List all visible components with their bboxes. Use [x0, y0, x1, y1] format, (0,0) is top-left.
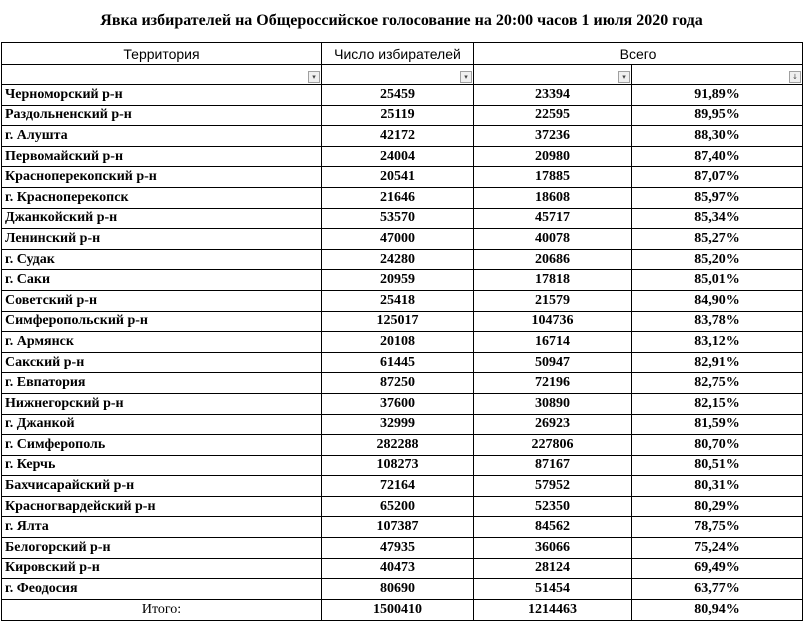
voted-cell: 17885: [474, 167, 632, 188]
voters-cell: 47000: [322, 229, 474, 250]
percent-cell: 91,89%: [632, 85, 803, 106]
percent-cell: 89,95%: [632, 105, 803, 126]
table-row: [2, 85, 803, 106]
percent-cell: 85,01%: [632, 270, 803, 291]
territory-cell: Красноперекопский р-н: [2, 167, 322, 188]
voted-cell: 28124: [474, 558, 632, 579]
percent-cell: 85,27%: [632, 229, 803, 250]
percent-cell: 69,49%: [632, 558, 803, 579]
table-row: [2, 249, 803, 270]
territory-cell: Нижнегорский р-н: [2, 393, 322, 414]
table-row: [2, 476, 803, 497]
voted-cell: 84562: [474, 517, 632, 538]
total-percent: 80,94%: [632, 599, 803, 620]
voted-cell: 50947: [474, 352, 632, 373]
voted-cell: 87167: [474, 455, 632, 476]
territory-cell: Первомайский р-н: [2, 146, 322, 167]
voters-cell: 24004: [322, 146, 474, 167]
territory-cell: Кировский р-н: [2, 558, 322, 579]
percent-cell: 80,51%: [632, 455, 803, 476]
total-row: [2, 599, 803, 620]
territory-cell: г. Красноперекопск: [2, 187, 322, 208]
territory-cell: Раздольненский р-н: [2, 105, 322, 126]
table-row: [2, 105, 803, 126]
table-row: [2, 229, 803, 250]
table-row: [2, 311, 803, 332]
territory-cell: г. Феодосия: [2, 579, 322, 600]
territory-cell: г. Симферополь: [2, 435, 322, 456]
table-row: [2, 496, 803, 517]
voted-cell: 40078: [474, 229, 632, 250]
voted-cell: 52350: [474, 496, 632, 517]
total-label: Итого:: [2, 599, 322, 620]
territory-cell: Советский р-н: [2, 290, 322, 311]
table-row: [2, 517, 803, 538]
voted-cell: 57952: [474, 476, 632, 497]
territory-cell: Сакский р-н: [2, 352, 322, 373]
territory-cell: г. Армянск: [2, 332, 322, 353]
percent-cell: 82,75%: [632, 373, 803, 394]
voters-cell: 25418: [322, 290, 474, 311]
filter-dropdown-icon[interactable]: ▾: [460, 71, 472, 83]
voters-cell: 107387: [322, 517, 474, 538]
filter-row: [2, 65, 803, 85]
voters-cell: 20541: [322, 167, 474, 188]
voted-cell: 37236: [474, 126, 632, 147]
territory-cell: г. Алушта: [2, 126, 322, 147]
voters-cell: 20959: [322, 270, 474, 291]
voters-cell: 42172: [322, 126, 474, 147]
voters-cell: 80690: [322, 579, 474, 600]
table-row: [2, 187, 803, 208]
voted-cell: 18608: [474, 187, 632, 208]
percent-cell: 80,70%: [632, 435, 803, 456]
table-row: [2, 167, 803, 188]
voted-cell: 104736: [474, 311, 632, 332]
filter-cell-voters: [322, 65, 474, 85]
filter-cell-voted: [474, 65, 632, 85]
territory-cell: Бахчисарайский р-н: [2, 476, 322, 497]
percent-cell: 78,75%: [632, 517, 803, 538]
territory-cell: г. Джанкой: [2, 414, 322, 435]
filter-dropdown-icon[interactable]: ▾: [308, 71, 320, 83]
voters-cell: 108273: [322, 455, 474, 476]
territory-cell: Джанкойский р-н: [2, 208, 322, 229]
territory-cell: г. Судак: [2, 249, 322, 270]
percent-cell: 80,29%: [632, 496, 803, 517]
table-row: [2, 435, 803, 456]
voters-cell: 53570: [322, 208, 474, 229]
territory-cell: г. Керчь: [2, 455, 322, 476]
voters-cell: 282288: [322, 435, 474, 456]
voters-cell: 72164: [322, 476, 474, 497]
territory-cell: г. Евпатория: [2, 373, 322, 394]
table-row: [2, 270, 803, 291]
sort-filter-icon[interactable]: ↓: [789, 71, 801, 83]
table-row: [2, 414, 803, 435]
table-row: [2, 290, 803, 311]
voters-cell: 32999: [322, 414, 474, 435]
voters-cell: 61445: [322, 352, 474, 373]
voted-cell: 22595: [474, 105, 632, 126]
table-row: [2, 146, 803, 167]
voters-cell: 65200: [322, 496, 474, 517]
percent-cell: 85,20%: [632, 249, 803, 270]
voted-cell: 30890: [474, 393, 632, 414]
table-row: [2, 126, 803, 147]
percent-cell: 75,24%: [632, 538, 803, 559]
table-row: [2, 455, 803, 476]
page-title: Явка избирателей на Общероссийское голосование на 20:00 часов 1 июля 2020 года: [100, 12, 703, 29]
voted-cell: 20686: [474, 249, 632, 270]
voted-cell: 17818: [474, 270, 632, 291]
percent-cell: 80,31%: [632, 476, 803, 497]
table-row: [2, 332, 803, 353]
percent-cell: 85,34%: [632, 208, 803, 229]
territory-cell: Белогорский р-н: [2, 538, 322, 559]
percent-cell: 84,90%: [632, 290, 803, 311]
header-row: [2, 43, 803, 65]
percent-cell: 83,12%: [632, 332, 803, 353]
table-row: [2, 208, 803, 229]
percent-cell: 83,78%: [632, 311, 803, 332]
territory-cell: г. Ялта: [2, 517, 322, 538]
table-row: [2, 538, 803, 559]
territory-cell: Ленинский р-н: [2, 229, 322, 250]
voted-cell: 23394: [474, 85, 632, 106]
table-row: [2, 393, 803, 414]
percent-cell: 88,30%: [632, 126, 803, 147]
voters-cell: 24280: [322, 249, 474, 270]
voters-cell: 25119: [322, 105, 474, 126]
voters-cell: 25459: [322, 85, 474, 106]
voted-cell: 36066: [474, 538, 632, 559]
voted-cell: 16714: [474, 332, 632, 353]
table-row: [2, 579, 803, 600]
filter-cell-territory: [2, 65, 322, 85]
turnout-table: [1, 42, 803, 621]
voted-cell: 51454: [474, 579, 632, 600]
territory-cell: Красногвардейский р-н: [2, 496, 322, 517]
header-territory: Территория: [2, 43, 322, 65]
territory-cell: г. Саки: [2, 270, 322, 291]
percent-cell: 85,97%: [632, 187, 803, 208]
voters-cell: 47935: [322, 538, 474, 559]
voted-cell: 20980: [474, 146, 632, 167]
total-voted: 1214463: [474, 599, 632, 620]
voters-cell: 87250: [322, 373, 474, 394]
filter-dropdown-icon[interactable]: ▾: [618, 71, 630, 83]
percent-cell: 82,15%: [632, 393, 803, 414]
total-voters: 1500410: [322, 599, 474, 620]
voters-cell: 125017: [322, 311, 474, 332]
voters-cell: 20108: [322, 332, 474, 353]
voted-cell: 72196: [474, 373, 632, 394]
territory-cell: Симферопольский р-н: [2, 311, 322, 332]
percent-cell: 82,91%: [632, 352, 803, 373]
percent-cell: 63,77%: [632, 579, 803, 600]
percent-cell: 87,07%: [632, 167, 803, 188]
table-row: [2, 373, 803, 394]
territory-cell: Черноморский р-н: [2, 85, 322, 106]
percent-cell: 87,40%: [632, 146, 803, 167]
table-body: [2, 43, 803, 621]
voted-cell: 21579: [474, 290, 632, 311]
header-total: Всего: [474, 43, 803, 65]
header-voters: Число избирателей: [322, 43, 474, 65]
voters-cell: 37600: [322, 393, 474, 414]
voted-cell: 227806: [474, 435, 632, 456]
table-row: [2, 352, 803, 373]
percent-cell: 81,59%: [632, 414, 803, 435]
voters-cell: 40473: [322, 558, 474, 579]
table-row: [2, 558, 803, 579]
filter-cell-pct: [632, 65, 803, 85]
voters-cell: 21646: [322, 187, 474, 208]
voted-cell: 26923: [474, 414, 632, 435]
voted-cell: 45717: [474, 208, 632, 229]
